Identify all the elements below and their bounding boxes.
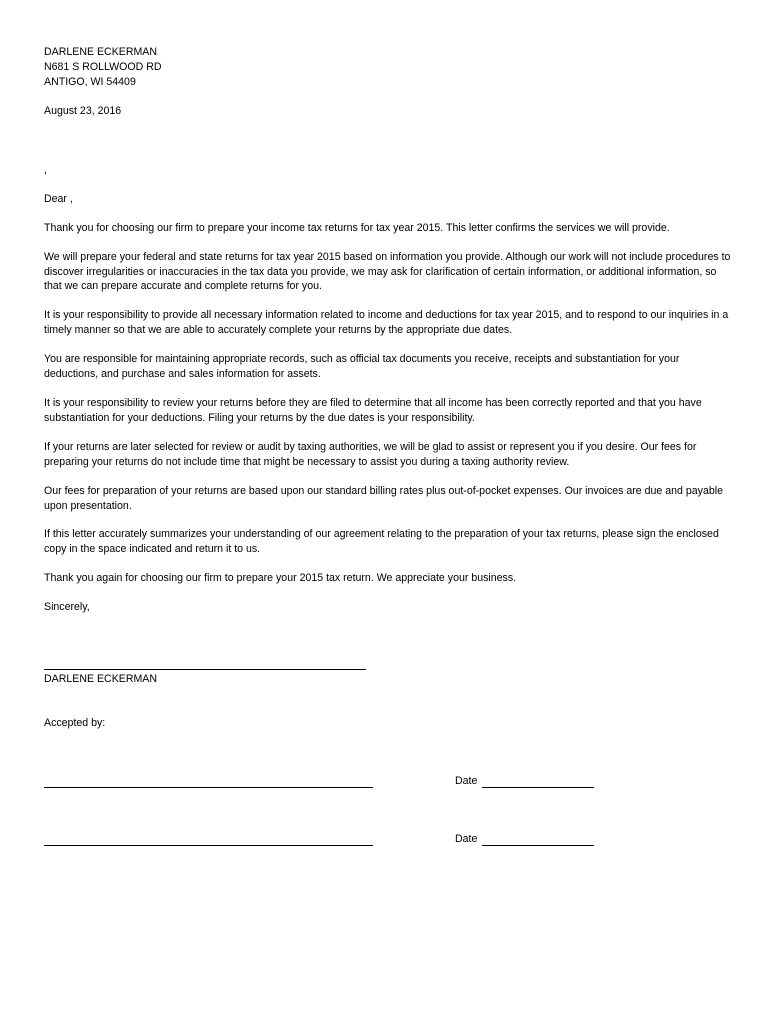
acceptance-signature-line-2 bbox=[44, 845, 373, 846]
signature-line bbox=[44, 669, 366, 670]
paragraph-client-info: It is your responsibility to provide all necessary information related to income and deductions for tax year 2015, and to respond to our inquiries in a timely manner so that we are able to accurately complete your returns by the appropriate due dates. bbox=[44, 309, 729, 336]
acceptance-signature-line-1 bbox=[44, 787, 373, 788]
sender-address-line-1: N681 S ROLLWOOD RD bbox=[44, 61, 162, 73]
signature-name: DARLENE ECKERMAN bbox=[44, 673, 158, 685]
paragraph-intro: Thank you for choosing our firm to prepare your income tax returns for tax year 2015. This letter confirms the services we will provide. bbox=[44, 222, 670, 234]
date-line-1 bbox=[482, 787, 594, 788]
paragraph-fees: Our fees for preparation of your returns are based upon our standard billing rates plus out-of-pocket expenses. Our invoices are due and payable upon presentation. bbox=[44, 485, 723, 512]
closing: Sincerely, bbox=[44, 601, 90, 613]
accepted-by-label: Accepted by: bbox=[44, 717, 106, 729]
sender-address-line-2: ANTIGO, WI 54409 bbox=[44, 76, 136, 88]
paragraph-audit: If your returns are later selected for review or audit by taxing authorities, we will be glad to assist or represent you if you desire. Our fees for preparing your returns do not include time that might be necessary to assist you during a taxing authority review. bbox=[44, 441, 697, 468]
date-line-2 bbox=[482, 845, 594, 846]
paragraph-records: You are responsible for maintaining appropriate records, such as official tax documents you receive, receipts and substantiation for your deductions, and purchase and sales information for assets. bbox=[44, 353, 680, 380]
letter-date: August 23, 2016 bbox=[44, 105, 122, 117]
recipient-line: , bbox=[44, 164, 47, 176]
date-label-2: Date bbox=[455, 833, 478, 845]
salutation: Dear , bbox=[44, 193, 73, 205]
date-label-1: Date bbox=[455, 775, 478, 787]
paragraph-services: We will prepare your federal and state returns for tax year 2015 based on information you provide. Although our work will not include procedures to discover irregularities or inaccuracies in the tax data you provide, we may ask for clarification of certain information, or additional information, so that we can prepare accurate and complete returns for you. bbox=[44, 251, 731, 293]
sender-name: DARLENE ECKERMAN bbox=[44, 46, 158, 58]
paragraph-review: It is your responsibility to review your returns before they are filed to determine that all income has been correctly reported and that you have substantiation for your deductions. Filing your returns by the due dates is your responsibility. bbox=[44, 397, 702, 424]
paragraph-agreement: If this letter accurately summarizes your understanding of our agreement relating to the preparation of your tax returns, please sign the enclosed copy in the space indicated and return it to us. bbox=[44, 528, 719, 555]
paragraph-thanks: Thank you again for choosing our firm to prepare your 2015 tax return. We appreciate your business. bbox=[44, 572, 517, 584]
